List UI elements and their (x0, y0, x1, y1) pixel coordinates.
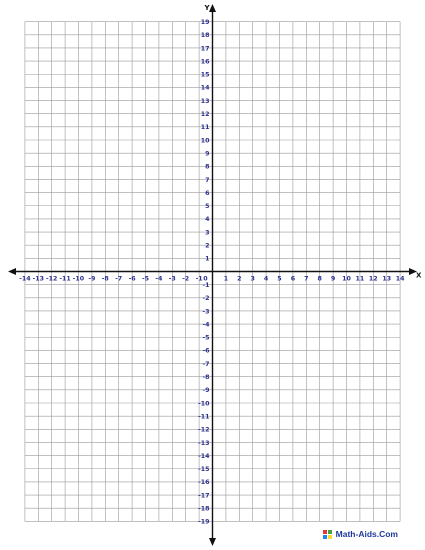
x-tick-label: -8 (101, 275, 109, 283)
x-tick-label: -10 (72, 275, 85, 283)
origin-label: 0 (203, 275, 208, 283)
x-tick-label: -9 (88, 275, 96, 283)
x-tick-label: -7 (115, 275, 123, 283)
x-tick-label: 1 (223, 275, 229, 283)
y-tick-label: 18 (200, 32, 210, 40)
y-tick-label: -13 (198, 439, 210, 447)
math-aids-logo-icon (323, 530, 332, 539)
y-tick-label: 2 (205, 242, 210, 250)
y-axis-top-arrow-icon (209, 4, 216, 12)
y-tick-label: -10 (198, 400, 210, 408)
x-tick-label: 11 (355, 275, 365, 283)
y-tick-label: 16 (200, 58, 210, 66)
x-tick-label: -1 (195, 275, 203, 283)
y-tick-label: -11 (198, 413, 210, 421)
y-tick-label: -4 (202, 321, 210, 329)
y-tick-label: -7 (202, 360, 210, 368)
y-tick-label: 8 (205, 163, 210, 171)
x-tick-label: 8 (317, 275, 322, 283)
y-tick-label: 7 (205, 176, 210, 184)
y-tick-label: 10 (200, 137, 210, 145)
y-tick-label: 3 (205, 229, 210, 237)
x-tick-label: 2 (237, 275, 242, 283)
x-tick-label: 12 (368, 275, 378, 283)
x-tick-label: 10 (342, 275, 351, 283)
y-axis-bottom-arrow-icon (209, 538, 216, 546)
y-tick-label: -6 (202, 347, 210, 355)
x-tick-label: -14 (19, 275, 31, 283)
brand-watermark (323, 529, 398, 539)
y-tick-label: -5 (202, 334, 210, 342)
y-tick-label: 9 (205, 150, 210, 158)
x-tick-label: -6 (128, 275, 136, 283)
y-tick-label: -3 (202, 308, 210, 316)
y-tick-label: 15 (200, 71, 210, 79)
y-tick-label: -14 (198, 452, 210, 460)
y-tick-label: 4 (205, 216, 210, 224)
x-tick-label: 3 (250, 275, 255, 283)
y-tick-label: 17 (200, 45, 210, 53)
y-tick-label: 19 (200, 18, 210, 26)
y-tick-label: 14 (200, 84, 210, 92)
y-tick-label: -18 (198, 505, 210, 513)
y-tick-label: 5 (205, 203, 210, 211)
x-tick-label: 14 (395, 275, 405, 283)
x-tick-label: -12 (46, 275, 58, 283)
x-tick-label: -5 (142, 275, 149, 283)
y-tick-labels (195, 18, 210, 526)
x-tick-label: 13 (382, 275, 392, 283)
x-tick-label: 6 (290, 275, 296, 283)
y-tick-label: 13 (200, 97, 210, 105)
x-tick-label: 9 (330, 275, 336, 283)
y-tick-label: -19 (198, 518, 210, 526)
x-tick-label: -4 (155, 275, 163, 283)
y-tick-label: 6 (205, 189, 210, 197)
y-tick-label: -9 (202, 387, 210, 395)
y-tick-label: -2 (202, 295, 210, 303)
x-axis-left-arrow-icon (8, 268, 16, 275)
y-tick-label: 1 (205, 255, 210, 263)
y-tick-label: -15 (198, 466, 210, 474)
y-tick-label: -8 (202, 374, 210, 381)
y-tick-label: -16 (198, 479, 210, 487)
x-tick-label: 7 (304, 275, 309, 283)
brand-text: Math-Aids.Com (335, 529, 398, 539)
y-tick-label: -12 (198, 426, 210, 434)
x-tick-label: -3 (168, 275, 176, 283)
y-tick-label: 12 (200, 111, 210, 118)
y-tick-label: -17 (198, 492, 210, 500)
y-tick-label: -1 (202, 281, 210, 289)
x-tick-label: 5 (277, 275, 282, 283)
x-tick-label: -2 (182, 275, 190, 283)
y-axis-label: Y (204, 4, 210, 12)
x-tick-label: -11 (59, 275, 71, 283)
x-tick-label: 4 (263, 275, 269, 283)
x-tick-label: -13 (32, 275, 44, 283)
x-axis-label: X (416, 271, 422, 280)
y-tick-label: 11 (200, 124, 210, 132)
